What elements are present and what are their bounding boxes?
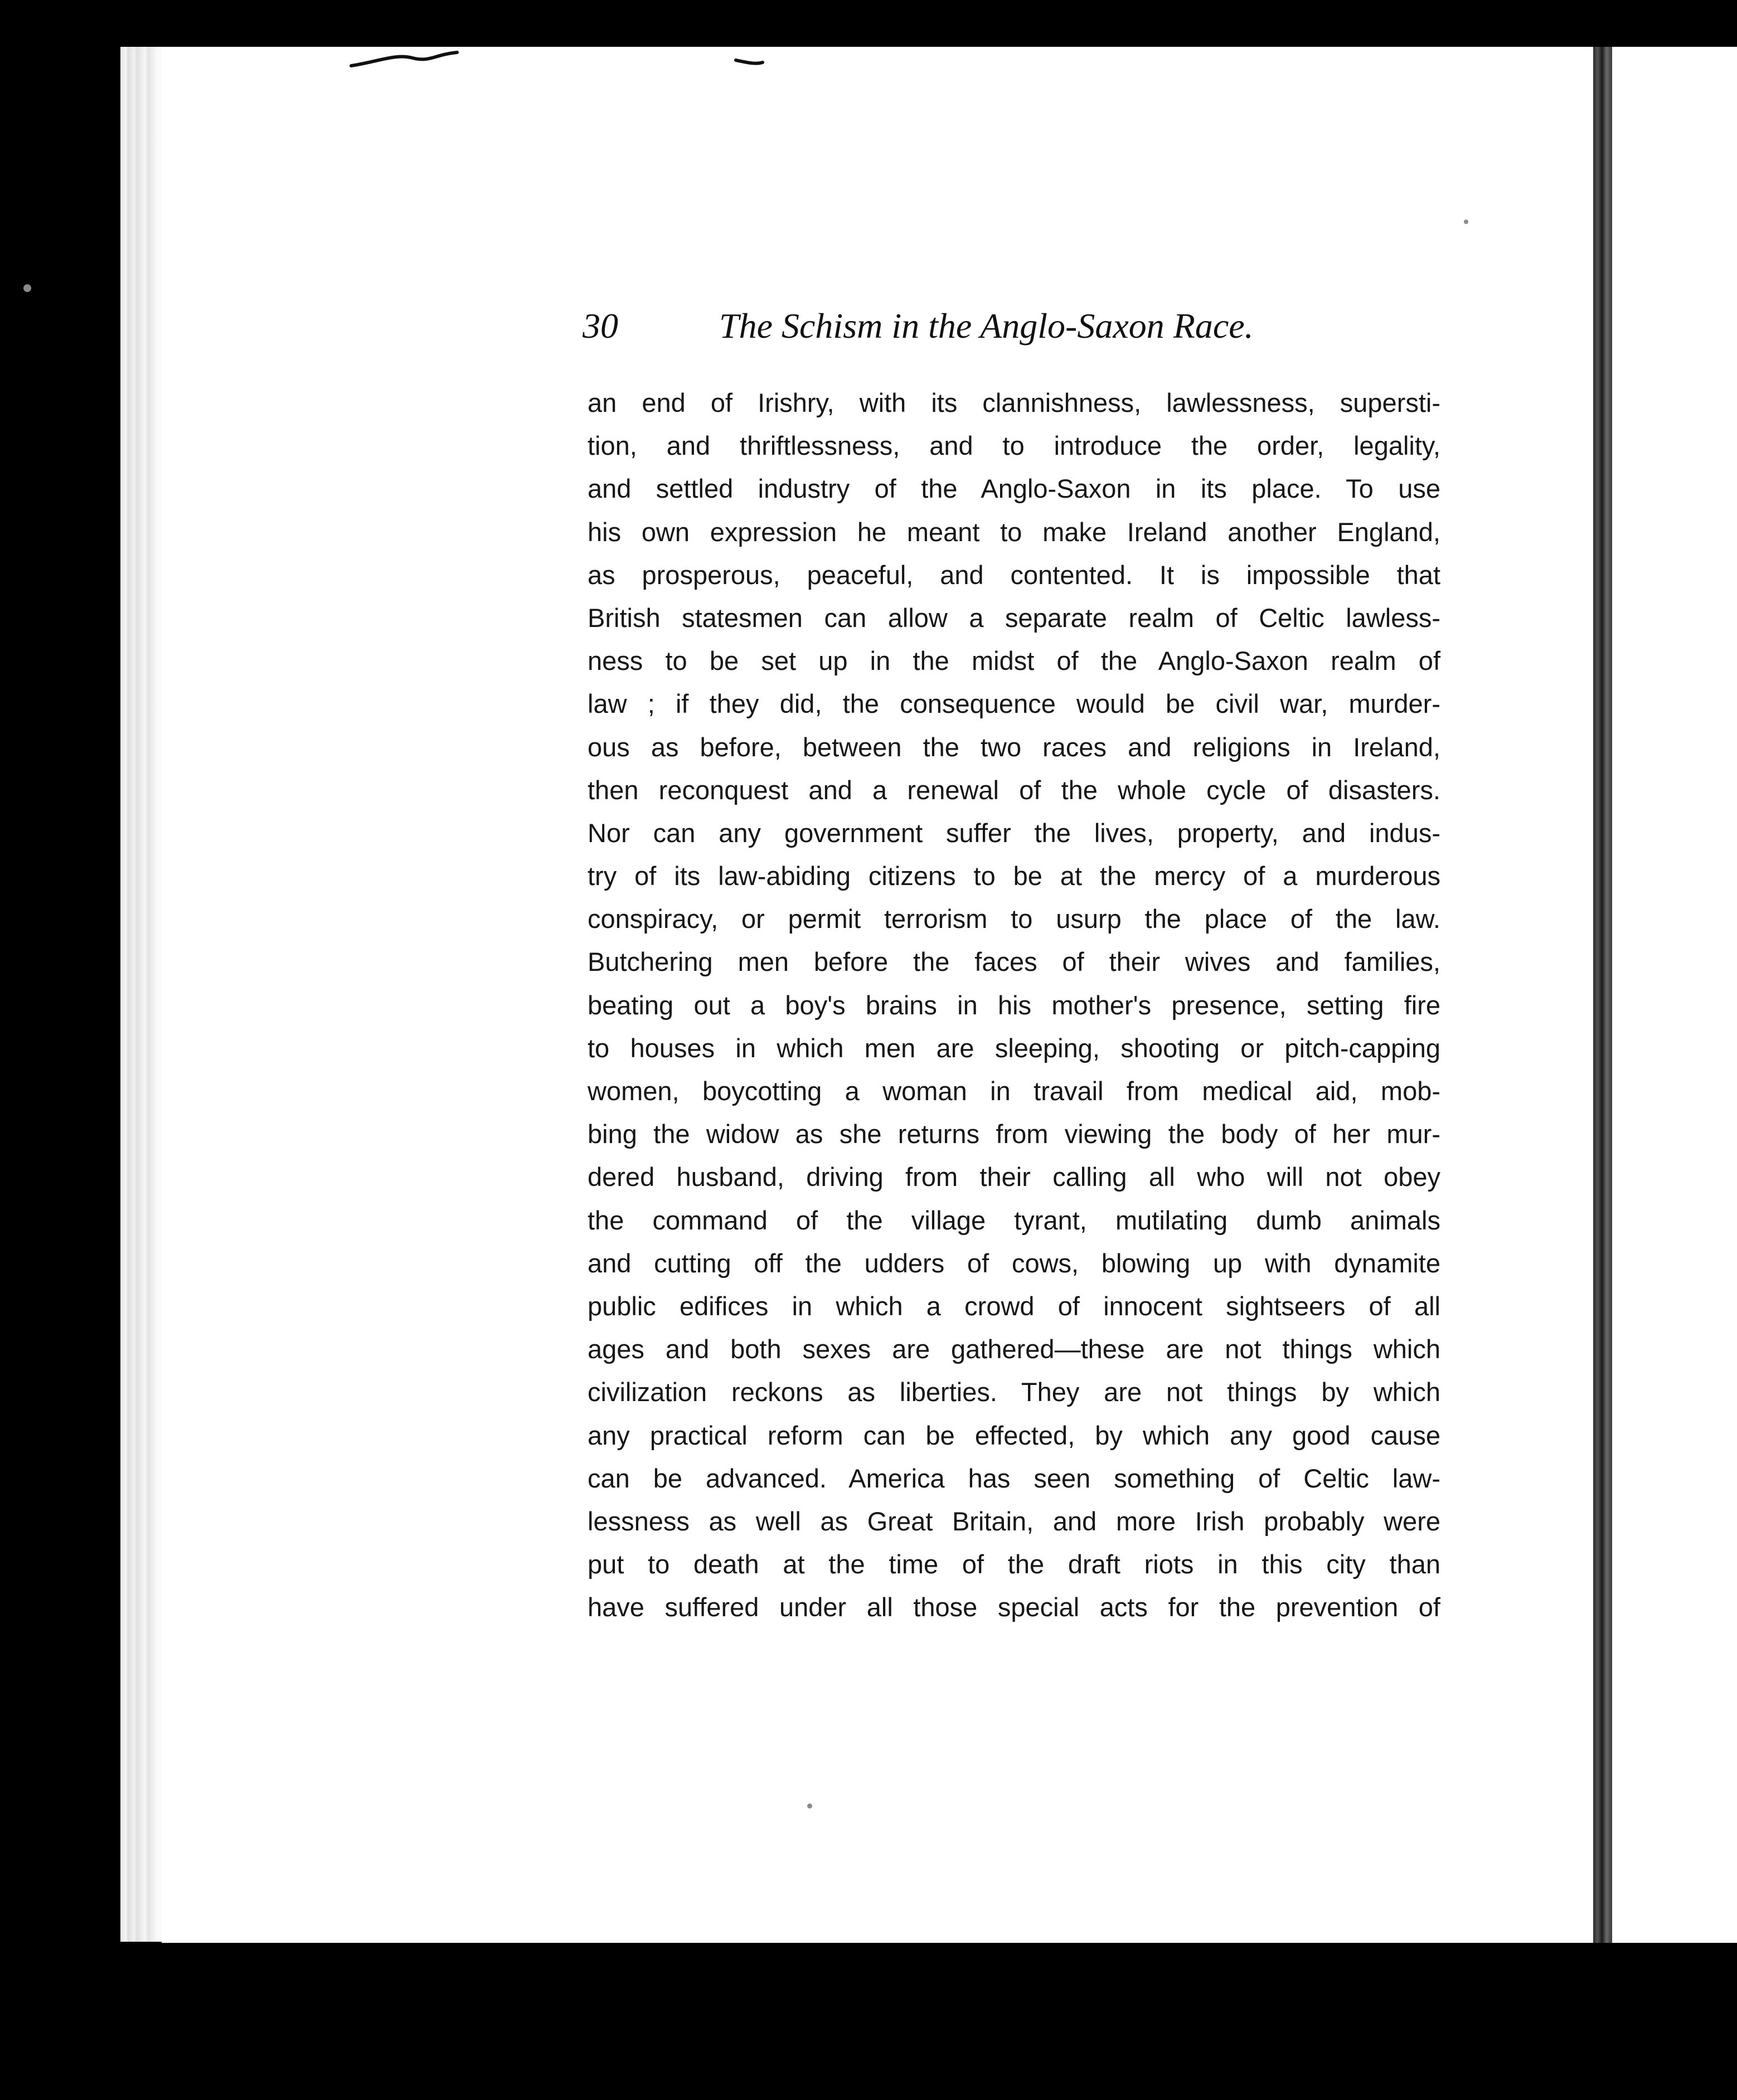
text-line: ness to be set up in the midst of the Anglo-Saxon realm of [588, 646, 1440, 676]
page-number: 30 [583, 306, 618, 346]
text-line: beating out a boy's brains in his mother's presence, setting fire [588, 990, 1440, 1020]
text-line: dered husband, driving from their calling all who will not obey [588, 1162, 1440, 1192]
text-line: lessness as well as Great Britain, and more Irish probably were [588, 1506, 1440, 1536]
text-line: tion, and thriftlessness, and to introduce the order, legality, [588, 431, 1440, 461]
text-line: ous as before, between the two races and religions in Ireland, [588, 732, 1440, 762]
text-line: an end of Irishry, with its clannishness, lawlessness, supersti- [588, 388, 1440, 417]
dust-speck [1464, 220, 1468, 224]
text-line: conspiracy, or permit terrorism to usurp the place of the law. [588, 904, 1440, 934]
text-line: Nor can any government suffer the lives, property, and indus- [588, 818, 1440, 848]
text-line: Butchering men before the faces of their wives and families, [588, 947, 1440, 977]
text-line: public edifices in which a crowd of innocent sightseers of all [588, 1291, 1440, 1321]
text-line: try of its law-abiding citizens to be at the mercy of a murderous [588, 861, 1440, 891]
text-line: and settled industry of the Anglo-Saxon in its place. To use [588, 474, 1440, 504]
text-line: can be advanced. America has seen something of Celtic law- [588, 1463, 1440, 1493]
text-line: have suffered under all those special acts for the prevention of [588, 1592, 1440, 1622]
ink-bleed-through-mark [346, 49, 769, 71]
text-line: law ; if they did, the consequence would be civil war, murder- [588, 689, 1440, 719]
page-header [583, 301, 1449, 362]
text-line: then reconquest and a renewal of the whole cycle of disasters. [588, 775, 1440, 805]
text-line: as prosperous, peaceful, and contented. It is impossible that [588, 560, 1440, 590]
text-line: the command of the village tyrant, mutilating dumb animals [588, 1205, 1440, 1235]
dust-speck [807, 1804, 812, 1809]
text-line: civilization reckons as liberties. They are not things by which [588, 1377, 1440, 1407]
body-text [588, 381, 1440, 1629]
page-edges [120, 47, 165, 1942]
text-line: and cutting off the udders of cows, blowing up with dynamite [588, 1248, 1440, 1278]
text-line: British statesmen can allow a separate realm of Celtic lawless- [588, 602, 1440, 633]
book-spine [1593, 47, 1612, 1943]
facing-page-edge [1612, 47, 1737, 1943]
text-line: ages and both sexes are gathered—these are not things which [588, 1334, 1440, 1364]
text-line: women, boycotting a woman in travail from medical aid, mob- [588, 1076, 1440, 1106]
running-title: The Schism in the Anglo-Saxon Race. [719, 306, 1254, 346]
text-line: bing the widow as she returns from viewing the body of her mur- [588, 1119, 1440, 1149]
text-line: to houses in which men are sleeping, shooting or pitch-capping [588, 1033, 1440, 1063]
text-line: his own expression he meant to make Ireland another England, [588, 517, 1440, 547]
dust-speck [23, 284, 31, 292]
text-line: put to death at the time of the draft riots in this city than [588, 1549, 1440, 1579]
text-line: any practical reform can be effected, by which any good cause [588, 1420, 1440, 1450]
